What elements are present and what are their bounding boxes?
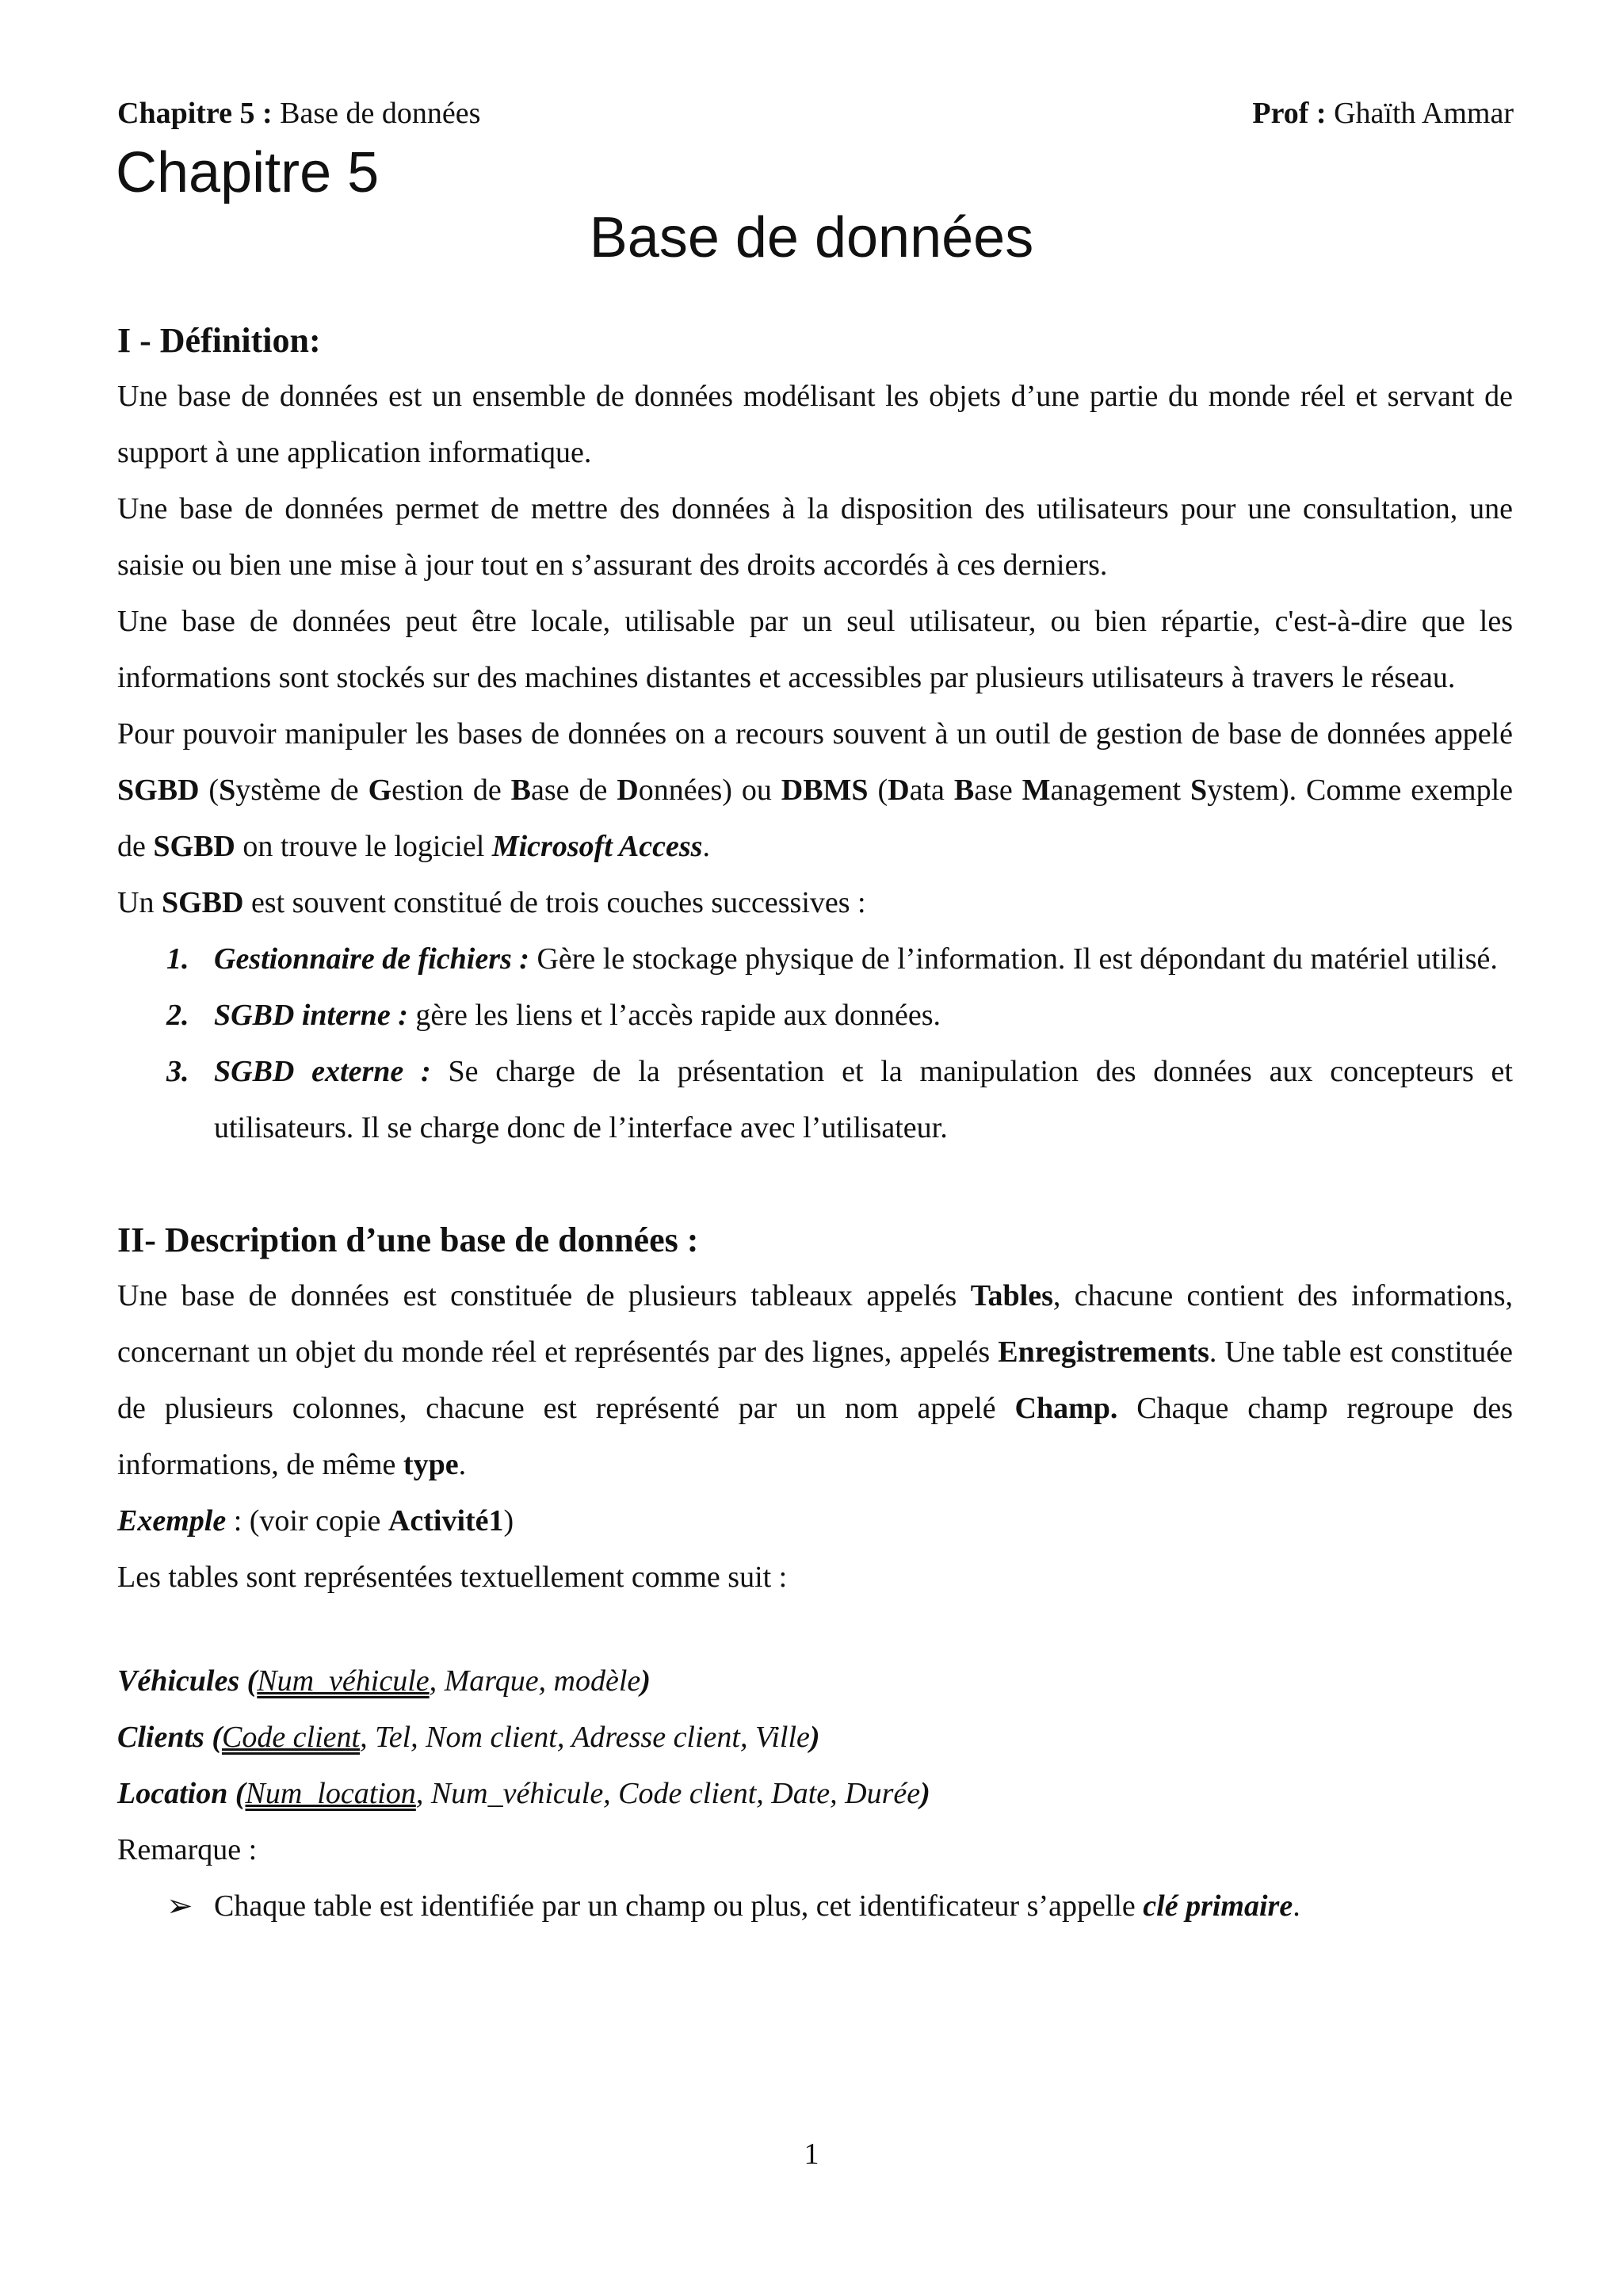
- page-number: 1: [804, 2137, 819, 2171]
- page-content: [117, 312, 1513, 1935]
- paragraph: Une base de données peut être locale, utilisable par un seul utilisateur, ou bien répartie, c'est-à-dire que les informations sont stockés sur des machines distantes et accessibles par plusieurs utilisateurs à travers le réseau.: [117, 605, 1513, 694]
- header-professor: Prof : Ghaïth Ammar: [1252, 97, 1514, 130]
- bullet-item: ➢ Chaque table est identifiée par un champ ou plus, cet identificateur s’appelle clé primaire.: [117, 1878, 1513, 1935]
- paragraph: Une base de données est un ensemble de données modélisant les objets d’une partie du monde réel et servant de support à une application informatique.: [117, 380, 1513, 469]
- paragraph: Les tables sont représentées textuellement comme suit :: [117, 1561, 788, 1594]
- primary-key: Num_location: [245, 1777, 416, 1810]
- numbered-list: [117, 931, 1513, 1156]
- table-schema-vehicules: Véhicules (Num_véhicule, Marque, modèle): [117, 1664, 651, 1698]
- primary-key: Num_véhicule: [257, 1664, 430, 1698]
- paragraph-sgbd: Pour pouvoir manipuler les bases de données on a recours souvent à un outil de gestion de base de données appelé SGBD (Système de Gestion de Base de Données) ou DBMS (Data Base Management System). Comme exemple de SGBD on trouve le logiciel Microsoft Access.: [117, 717, 1514, 863]
- table-schema-location: Location (Num_location, Num_véhicule, Code client, Date, Durée): [117, 1777, 930, 1810]
- paragraph-layers: Un SGBD est souvent constitué de trois couches successives :: [117, 886, 866, 919]
- list-item: 1. Gestionnaire de fichiers : Gère le stockage physique de l’information. Il est dépondant du matériel utilisé.: [166, 942, 1498, 976]
- chapter-number: Chapitre 5: [116, 141, 380, 204]
- paragraph: Une base de données permet de mettre des données à la disposition des utilisateurs pour une consultation, une saisie ou bien une mise à jour tout en s’assurant des droits accordés à ces derniers.: [117, 492, 1513, 582]
- header-chapter: Chapitre 5 : Base de données: [117, 97, 481, 130]
- arrow-bullet-icon: ➢: [166, 1888, 193, 1924]
- example-line: Exemple : (voir copie Activité1): [117, 1504, 514, 1538]
- primary-key: Code client: [221, 1721, 361, 1754]
- list-item: 2. SGBD interne : gère les liens et l’accès rapide aux données.: [166, 999, 941, 1032]
- section-heading-description: II- Description d’une base de données :: [117, 1221, 699, 1259]
- section-heading-definition: I - Définition:: [117, 321, 321, 360]
- paragraph-tables: Une base de données est constituée de plusieurs tableaux appelés Tables, chacune contient des informations, concernant un objet du monde réel et représentés par des lignes, appelés Enregistrements. Une table est constituée de plusieurs colonnes, chacune est représenté par un nom appelé Champ. Chaque champ regroupe des informations, de même type.: [117, 1279, 1513, 1481]
- remark-label: Remarque :: [117, 1833, 258, 1866]
- chapter-title: Base de données: [589, 206, 1034, 269]
- list-item: 3. SGBD externe : Se charge de la présentation et la manipulation des données aux concepteurs et utilisateurs. Il se charge donc de l’interface avec l’utilisateur.: [166, 1055, 1513, 1144]
- table-schema-clients: Clients (Code client, Tel, Nom client, Adresse client, Ville): [117, 1721, 820, 1754]
